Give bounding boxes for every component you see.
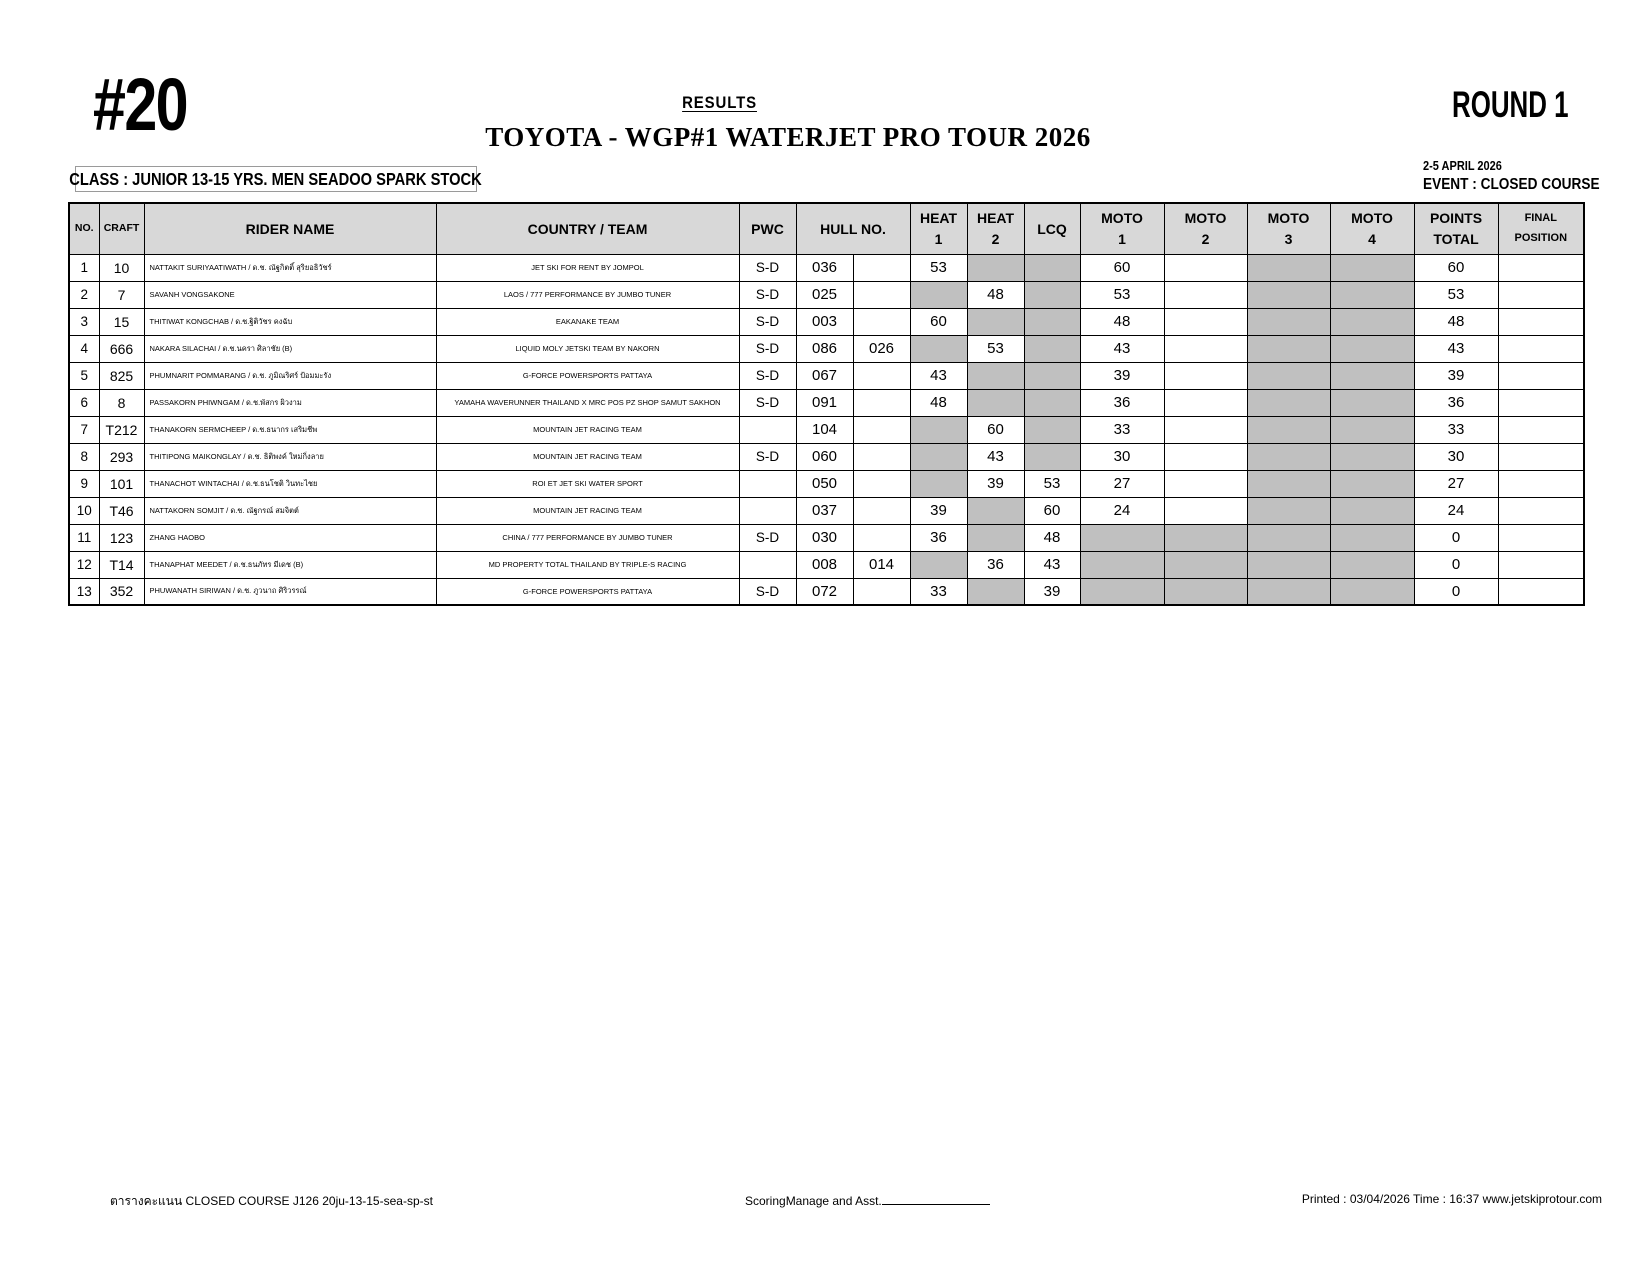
table-row bbox=[69, 308, 1584, 335]
cell-team: CHINA / 777 PERFORMANCE BY JUMBO TUNER bbox=[436, 524, 739, 551]
cell-pwc: S-D bbox=[739, 308, 796, 335]
header-row bbox=[69, 203, 1584, 254]
cell-hull1: 003 bbox=[796, 308, 853, 335]
cell-craft: T14 bbox=[99, 551, 144, 578]
cell-moto1: 27 bbox=[1080, 470, 1164, 497]
cell-final bbox=[1498, 470, 1584, 497]
cell-no: 13 bbox=[69, 578, 99, 605]
event-date: 2-5 APRIL 2026 bbox=[1423, 159, 1502, 173]
cell-heat2: 48 bbox=[967, 281, 1024, 308]
cell-craft: 8 bbox=[99, 389, 144, 416]
table-row bbox=[69, 389, 1584, 416]
cell-lcq: 53 bbox=[1024, 470, 1080, 497]
cell-moto2 bbox=[1164, 416, 1247, 443]
cell-pwc: S-D bbox=[739, 578, 796, 605]
cell-final bbox=[1498, 335, 1584, 362]
cell-pwc bbox=[739, 497, 796, 524]
cell-no: 7 bbox=[69, 416, 99, 443]
cell-moto4 bbox=[1330, 443, 1414, 470]
cell-no: 11 bbox=[69, 524, 99, 551]
header-team: COUNTRY / TEAM bbox=[436, 203, 739, 254]
cell-craft: 666 bbox=[99, 335, 144, 362]
cell-heat1: 33 bbox=[910, 578, 967, 605]
cell-rider: THITIWAT KONGCHAB / ด.ช.ฐิติวัชร คงฉับ bbox=[144, 308, 436, 335]
cell-heat1: 60 bbox=[910, 308, 967, 335]
sheet-number: #20 bbox=[93, 63, 187, 146]
cell-moto1 bbox=[1080, 578, 1164, 605]
class-label: CLASS : JUNIOR 13-15 YRS. MEN SEADOO SPARK STOCK bbox=[69, 168, 483, 189]
cell-final bbox=[1498, 281, 1584, 308]
cell-no: 1 bbox=[69, 254, 99, 281]
cell-lcq bbox=[1024, 416, 1080, 443]
table-row bbox=[69, 362, 1584, 389]
cell-lcq bbox=[1024, 335, 1080, 362]
cell-hull2 bbox=[853, 254, 910, 281]
header-final: FINAL POSITION bbox=[1498, 203, 1584, 254]
cell-craft: 101 bbox=[99, 470, 144, 497]
cell-team: MOUNTAIN JET RACING TEAM bbox=[436, 497, 739, 524]
cell-pwc: S-D bbox=[739, 254, 796, 281]
cell-rider: ZHANG HAOBO bbox=[144, 524, 436, 551]
cell-lcq bbox=[1024, 308, 1080, 335]
cell-heat1 bbox=[910, 443, 967, 470]
table-row bbox=[69, 443, 1584, 470]
cell-no: 4 bbox=[69, 335, 99, 362]
cell-hull1: 060 bbox=[796, 443, 853, 470]
cell-lcq: 60 bbox=[1024, 497, 1080, 524]
cell-no: 5 bbox=[69, 362, 99, 389]
cell-lcq: 43 bbox=[1024, 551, 1080, 578]
cell-lcq bbox=[1024, 443, 1080, 470]
cell-points: 43 bbox=[1414, 335, 1498, 362]
cell-pwc: S-D bbox=[739, 389, 796, 416]
cell-hull2: 014 bbox=[853, 551, 910, 578]
cell-craft: 123 bbox=[99, 524, 144, 551]
cell-heat2 bbox=[967, 389, 1024, 416]
cell-hull1: 030 bbox=[796, 524, 853, 551]
cell-rider: THANACHOT WINTACHAI / ด.ช.ธนโชติ วินทะไชย bbox=[144, 470, 436, 497]
cell-hull1: 036 bbox=[796, 254, 853, 281]
cell-moto2 bbox=[1164, 254, 1247, 281]
cell-rider: THITIPONG MAIKONGLAY / ด.ช. ธิติพงค์ ใหม่กิ่งลาย bbox=[144, 443, 436, 470]
cell-moto1: 48 bbox=[1080, 308, 1164, 335]
cell-moto4 bbox=[1330, 416, 1414, 443]
cell-no: 9 bbox=[69, 470, 99, 497]
cell-moto2 bbox=[1164, 524, 1247, 551]
cell-moto3 bbox=[1247, 254, 1330, 281]
cell-heat1: 53 bbox=[910, 254, 967, 281]
cell-moto3 bbox=[1247, 416, 1330, 443]
cell-craft: 7 bbox=[99, 281, 144, 308]
cell-moto4 bbox=[1330, 281, 1414, 308]
cell-moto1: 39 bbox=[1080, 362, 1164, 389]
cell-team: EAKANAKE TEAM bbox=[436, 308, 739, 335]
table-header bbox=[69, 203, 1584, 254]
results-label: RESULTS bbox=[682, 93, 758, 112]
cell-team: MD PROPERTY TOTAL THAILAND BY TRIPLE-S RACING bbox=[436, 551, 739, 578]
cell-hull2 bbox=[853, 416, 910, 443]
cell-moto2 bbox=[1164, 389, 1247, 416]
table-row bbox=[69, 578, 1584, 605]
cell-final bbox=[1498, 416, 1584, 443]
cell-hull2 bbox=[853, 443, 910, 470]
header-points: POINTS TOTAL bbox=[1414, 203, 1498, 254]
cell-pwc: S-D bbox=[739, 443, 796, 470]
cell-points: 48 bbox=[1414, 308, 1498, 335]
cell-moto3 bbox=[1247, 308, 1330, 335]
cell-points: 39 bbox=[1414, 362, 1498, 389]
cell-moto3 bbox=[1247, 524, 1330, 551]
header-moto1: MOTO 1 bbox=[1080, 203, 1164, 254]
cell-heat2 bbox=[967, 362, 1024, 389]
cell-craft: 825 bbox=[99, 362, 144, 389]
cell-hull2 bbox=[853, 389, 910, 416]
table-row bbox=[69, 416, 1584, 443]
cell-team: MOUNTAIN JET RACING TEAM bbox=[436, 443, 739, 470]
header-moto3: MOTO 3 bbox=[1247, 203, 1330, 254]
cell-moto2 bbox=[1164, 335, 1247, 362]
cell-heat2 bbox=[967, 308, 1024, 335]
cell-heat2: 39 bbox=[967, 470, 1024, 497]
cell-moto3 bbox=[1247, 389, 1330, 416]
cell-moto3 bbox=[1247, 470, 1330, 497]
cell-moto1: 43 bbox=[1080, 335, 1164, 362]
cell-heat2 bbox=[967, 254, 1024, 281]
cell-no: 10 bbox=[69, 497, 99, 524]
cell-moto1: 36 bbox=[1080, 389, 1164, 416]
cell-hull1: 008 bbox=[796, 551, 853, 578]
header-hull: HULL NO. bbox=[796, 203, 910, 254]
cell-points: 0 bbox=[1414, 551, 1498, 578]
table-row bbox=[69, 497, 1584, 524]
cell-hull1: 050 bbox=[796, 470, 853, 497]
cell-moto2 bbox=[1164, 362, 1247, 389]
cell-moto3 bbox=[1247, 281, 1330, 308]
cell-points: 27 bbox=[1414, 470, 1498, 497]
cell-moto3 bbox=[1247, 578, 1330, 605]
header-rider: RIDER NAME bbox=[144, 203, 436, 254]
footer-left-note: ตารางคะแนน CLOSED COURSE J126 20ju-13-15-sea-sp-st bbox=[110, 1194, 433, 1208]
table-row bbox=[69, 470, 1584, 497]
cell-final bbox=[1498, 254, 1584, 281]
cell-heat2: 60 bbox=[967, 416, 1024, 443]
cell-final bbox=[1498, 551, 1584, 578]
cell-team: G-FORCE POWERSPORTS PATTAYA bbox=[436, 362, 739, 389]
cell-rider: PHUMNARIT POMMARANG / ด.ช. ภูมิณริศร์ ป้อมมะรัง bbox=[144, 362, 436, 389]
cell-points: 30 bbox=[1414, 443, 1498, 470]
cell-moto4 bbox=[1330, 308, 1414, 335]
cell-heat1: 48 bbox=[910, 389, 967, 416]
cell-pwc: S-D bbox=[739, 281, 796, 308]
signature-line bbox=[882, 1192, 990, 1205]
class-box bbox=[69, 166, 483, 192]
cell-pwc bbox=[739, 551, 796, 578]
footer-signature bbox=[745, 1192, 990, 1208]
cell-moto4 bbox=[1330, 578, 1414, 605]
cell-pwc: S-D bbox=[739, 524, 796, 551]
cell-moto1: 33 bbox=[1080, 416, 1164, 443]
cell-rider: SAVANH VONGSAKONE bbox=[144, 281, 436, 308]
results-table bbox=[68, 202, 1585, 606]
cell-heat2: 53 bbox=[967, 335, 1024, 362]
cell-lcq: 48 bbox=[1024, 524, 1080, 551]
cell-moto3 bbox=[1247, 443, 1330, 470]
cell-pwc bbox=[739, 416, 796, 443]
cell-points: 0 bbox=[1414, 578, 1498, 605]
cell-final bbox=[1498, 578, 1584, 605]
cell-hull2 bbox=[853, 362, 910, 389]
cell-points: 0 bbox=[1414, 524, 1498, 551]
cell-no: 3 bbox=[69, 308, 99, 335]
cell-hull1: 072 bbox=[796, 578, 853, 605]
cell-heat2: 36 bbox=[967, 551, 1024, 578]
cell-rider: NAKARA SILACHAI / ด.ช.นครา ศิลาชัย (B) bbox=[144, 335, 436, 362]
cell-team: ROI ET JET SKI WATER SPORT bbox=[436, 470, 739, 497]
cell-hull1: 086 bbox=[796, 335, 853, 362]
cell-hull1: 104 bbox=[796, 416, 853, 443]
cell-lcq bbox=[1024, 281, 1080, 308]
cell-hull2 bbox=[853, 470, 910, 497]
cell-moto4 bbox=[1330, 389, 1414, 416]
cell-team: LAOS / 777 PERFORMANCE BY JUMBO TUNER bbox=[436, 281, 739, 308]
cell-final bbox=[1498, 443, 1584, 470]
cell-no: 2 bbox=[69, 281, 99, 308]
table-row bbox=[69, 551, 1584, 578]
cell-craft: T46 bbox=[99, 497, 144, 524]
cell-moto1 bbox=[1080, 551, 1164, 578]
cell-hull2 bbox=[853, 308, 910, 335]
cell-moto2 bbox=[1164, 551, 1247, 578]
cell-rider: THANAKORN SERMCHEEP / ด.ช.ธนากร เสริมชีพ bbox=[144, 416, 436, 443]
cell-team: JET SKI FOR RENT BY JOMPOL bbox=[436, 254, 739, 281]
cell-lcq: 39 bbox=[1024, 578, 1080, 605]
cell-moto4 bbox=[1330, 497, 1414, 524]
cell-moto3 bbox=[1247, 551, 1330, 578]
table-row bbox=[69, 524, 1584, 551]
table-row bbox=[69, 281, 1584, 308]
cell-heat1 bbox=[910, 416, 967, 443]
cell-hull1: 091 bbox=[796, 389, 853, 416]
cell-moto2 bbox=[1164, 470, 1247, 497]
cell-moto3 bbox=[1247, 497, 1330, 524]
cell-moto4 bbox=[1330, 362, 1414, 389]
cell-moto3 bbox=[1247, 362, 1330, 389]
cell-moto4 bbox=[1330, 551, 1414, 578]
cell-rider: PHUWANATH SIRIWAN / ด.ช. ภูวนาถ ศิริวรรณ์ bbox=[144, 578, 436, 605]
cell-craft: 352 bbox=[99, 578, 144, 605]
cell-team: LIQUID MOLY JETSKI TEAM BY NAKORN bbox=[436, 335, 739, 362]
table-body bbox=[69, 254, 1584, 605]
page-title: TOYOTA - WGP#1 WATERJET PRO TOUR 2026 bbox=[485, 122, 1091, 152]
cell-moto4 bbox=[1330, 470, 1414, 497]
header-no: NO. bbox=[69, 203, 99, 254]
cell-moto2 bbox=[1164, 578, 1247, 605]
cell-lcq bbox=[1024, 254, 1080, 281]
header-heat2: HEAT 2 bbox=[967, 203, 1024, 254]
cell-rider: PASSAKORN PHIWNGAM / ด.ช.พัสกร ผิวงาม bbox=[144, 389, 436, 416]
cell-team: G-FORCE POWERSPORTS PATTAYA bbox=[436, 578, 739, 605]
header-craft: CRAFT bbox=[99, 203, 144, 254]
cell-hull2 bbox=[853, 281, 910, 308]
cell-no: 6 bbox=[69, 389, 99, 416]
cell-hull1: 037 bbox=[796, 497, 853, 524]
cell-heat2 bbox=[967, 578, 1024, 605]
cell-craft: 10 bbox=[99, 254, 144, 281]
cell-moto2 bbox=[1164, 497, 1247, 524]
header-moto4: MOTO 4 bbox=[1330, 203, 1414, 254]
cell-craft: T212 bbox=[99, 416, 144, 443]
cell-no: 12 bbox=[69, 551, 99, 578]
cell-moto1: 60 bbox=[1080, 254, 1164, 281]
cell-craft: 15 bbox=[99, 308, 144, 335]
cell-pwc: S-D bbox=[739, 335, 796, 362]
cell-hull2 bbox=[853, 524, 910, 551]
cell-heat2: 43 bbox=[967, 443, 1024, 470]
cell-heat2 bbox=[967, 497, 1024, 524]
header-moto2: MOTO 2 bbox=[1164, 203, 1247, 254]
cell-moto1: 53 bbox=[1080, 281, 1164, 308]
cell-final bbox=[1498, 524, 1584, 551]
cell-heat1 bbox=[910, 335, 967, 362]
cell-heat1 bbox=[910, 470, 967, 497]
cell-pwc bbox=[739, 470, 796, 497]
event-type: EVENT : CLOSED COURSE bbox=[1423, 176, 1600, 193]
cell-lcq bbox=[1024, 389, 1080, 416]
round-label: ROUND 1 bbox=[1452, 84, 1569, 125]
cell-final bbox=[1498, 308, 1584, 335]
cell-moto1: 30 bbox=[1080, 443, 1164, 470]
header-center bbox=[68, 93, 1508, 153]
header-heat1: HEAT 1 bbox=[910, 203, 967, 254]
cell-hull2 bbox=[853, 578, 910, 605]
cell-hull2 bbox=[853, 497, 910, 524]
cell-points: 36 bbox=[1414, 389, 1498, 416]
cell-heat1: 39 bbox=[910, 497, 967, 524]
cell-heat2 bbox=[967, 524, 1024, 551]
cell-points: 53 bbox=[1414, 281, 1498, 308]
cell-final bbox=[1498, 362, 1584, 389]
cell-moto4 bbox=[1330, 254, 1414, 281]
cell-points: 33 bbox=[1414, 416, 1498, 443]
cell-hull2: 026 bbox=[853, 335, 910, 362]
cell-hull1: 025 bbox=[796, 281, 853, 308]
signature-label: ScoringManage and Asst. bbox=[745, 1194, 882, 1208]
header-pwc: PWC bbox=[739, 203, 796, 254]
results-table-wrap bbox=[68, 202, 1585, 606]
cell-final bbox=[1498, 497, 1584, 524]
cell-moto4 bbox=[1330, 335, 1414, 362]
cell-rider: THANAPHAT MEEDET / ด.ช.ธนภัทร มีเดช (B) bbox=[144, 551, 436, 578]
cell-moto2 bbox=[1164, 443, 1247, 470]
cell-rider: NATTAKIT SURIYAATIWATH / ด.ช. ณัฐกิตติ์ สุริยอธิวัชร์ bbox=[144, 254, 436, 281]
cell-heat1 bbox=[910, 281, 967, 308]
cell-moto2 bbox=[1164, 308, 1247, 335]
cell-final bbox=[1498, 389, 1584, 416]
cell-heat1: 43 bbox=[910, 362, 967, 389]
cell-lcq bbox=[1024, 362, 1080, 389]
cell-no: 8 bbox=[69, 443, 99, 470]
cell-hull1: 067 bbox=[796, 362, 853, 389]
cell-team: YAMAHA WAVERUNNER THAILAND X MRC POS PZ SHOP SAMUT SAKHON bbox=[436, 389, 739, 416]
cell-heat1: 36 bbox=[910, 524, 967, 551]
cell-points: 60 bbox=[1414, 254, 1498, 281]
footer-print-info: Printed : 03/04/2026 Time : 16:37 www.jetskiprotour.com bbox=[1301, 1192, 1602, 1206]
cell-heat1 bbox=[910, 551, 967, 578]
cell-team: MOUNTAIN JET RACING TEAM bbox=[436, 416, 739, 443]
cell-craft: 293 bbox=[99, 443, 144, 470]
table-row bbox=[69, 254, 1584, 281]
cell-moto1: 24 bbox=[1080, 497, 1164, 524]
cell-moto1 bbox=[1080, 524, 1164, 551]
cell-rider: NATTAKORN SOMJIT / ด.ช. ณัฐกรณ์ สมจิตต์ bbox=[144, 497, 436, 524]
table-row bbox=[69, 335, 1584, 362]
header-lcq: LCQ bbox=[1024, 203, 1080, 254]
cell-moto4 bbox=[1330, 524, 1414, 551]
cell-moto3 bbox=[1247, 335, 1330, 362]
cell-moto2 bbox=[1164, 281, 1247, 308]
cell-pwc: S-D bbox=[739, 362, 796, 389]
cell-points: 24 bbox=[1414, 497, 1498, 524]
